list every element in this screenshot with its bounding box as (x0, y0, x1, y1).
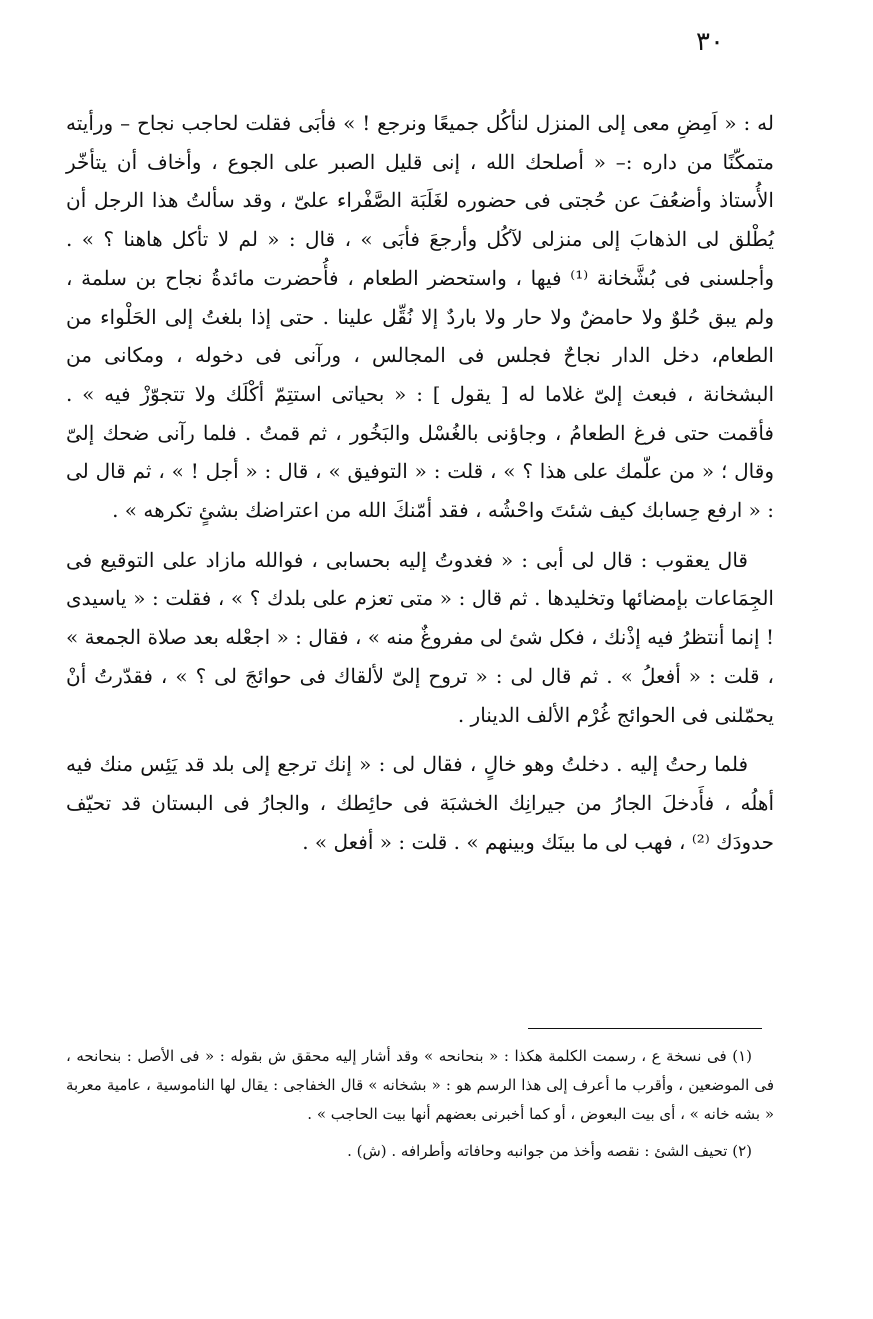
footnote-divider (528, 1028, 762, 1029)
paragraph: فلما رحتُ إليه . دخلتُ وهو خالٍ ، فقال لى : « إنك ترجع إلى بلد قد يَئِس منك فيه أهلُه ، فأَدخلَ الجارُ من جيرانِك الخشبَة فى حائِطك ، والجارُ فى البستان قد تحيّف حدودَك ⁽²⁾ ، فهب لى ما بينَك وبينهم » . قلت : « أفعل » . (66, 752, 774, 854)
paragraph: قال يعقوب : قال لى أبى : « فغدوتُ إليه بحسابى ، فوالله مازاد على التوقيع فى الجِمَاعات بإمضائها وتخليدها . ثم قال : « متى تعزم على بلدك ؟ » ، فقلت : « ياسيدى ! إنما أنتظرُ فيه إذْنك ، فكل شئ لى مفروغٌ منه » ، فقال : « اجعْله بعد صلاة الجمعة » ، قلت : « أفعلُ » . ثم قال لى : « تروح إلىّ لألقاك فى حوائجَ لى ؟ » ، فقدّرتُ أنْ يحمّلنى فى الحوائج غُرْم الألف الدينار . (66, 547, 775, 727)
page-number: ٣٠ (696, 27, 724, 57)
main-text (66, 104, 774, 861)
footnote: (١) فى نسخة ع ، رسمت الكلمة هكذا : « بنحانحه » وقد أشار إليه محقق ش بقوله : « فى الأصل : بنحانحه ، فى الموضعين ، وأقرب ما أعرف إلى هذا الرسم هو : « بشخانه » قال الخفاجى : يقال لها الناموسية ، عامية معربة « بشه خانه » ، أى بيت البعوض ، أو كما أخبرنى بعضهم أنها بيت الحاجب » . (66, 1047, 774, 1123)
footnote: (٢) تحيف الشئ : نقصه وأخذ من جوانبه وحافاته وأطرافه . (ش) . (347, 1142, 752, 1160)
footnotes (66, 1042, 774, 1166)
paragraph: له : « اَمِضِ معى إلى المنزل لنأكُل جميعًا ونرجع ! » فأبَى فقلت لحاجب نجاح – ورأيته متمكّنًا من داره :– « أصلحك الله ، إنى قليل الصبر على الجوع ، وأخاف أن يتأخّر الأُستاذ وأضعُفَ عن حُجتى فى حضوره لغَلَبَة الصَّفْراء علىّ ، وقد سألتُ هذا الرجل أن يُطْلق لى الذهابَ إلى منزلى لآكُل وأرجعَ فأبَى » ، قال : « لم لا تأكل هاهنا ؟ » . وأجلسنى فى بُشَّخانة ⁽¹⁾ فيها ، واستحضر الطعام ، فأُحضرت مائدةُ نجاح بن سلمة ، ولم يبق حُلوٌ ولا حامضٌ ولا حار ولا باردٌ إلا نُقِّل علينا . حتى إذا بلغتُ إلى الحَلْواء من الطعام، دخل الدار نجاحٌ فجلس فى المجالس ، ورآنى فى دخوله ، ومكانى من البشخانة ، فبعث إلىّ غلاما له [ يقول ] : « بحياتى استتِمّ أكْلَك ولا تتجوّزْ فيه » . فأقمت حتى فرغ الطعامُ ، وجاؤنى بالغُسْل والبَخُور ، ثم قمتُ . فلما رآنى ضحك إلىّ وقال ؛ « من علّمك على هذا ؟ » ، قلت : « التوفيق » ، قال : « أجل ! » ، ثم قال لى : « ارفع حِسابك كيف شئتَ واحْشُه ، فقد أمّنكَ الله من اعتراضك بشئٍ تكرهه » . (66, 111, 774, 523)
